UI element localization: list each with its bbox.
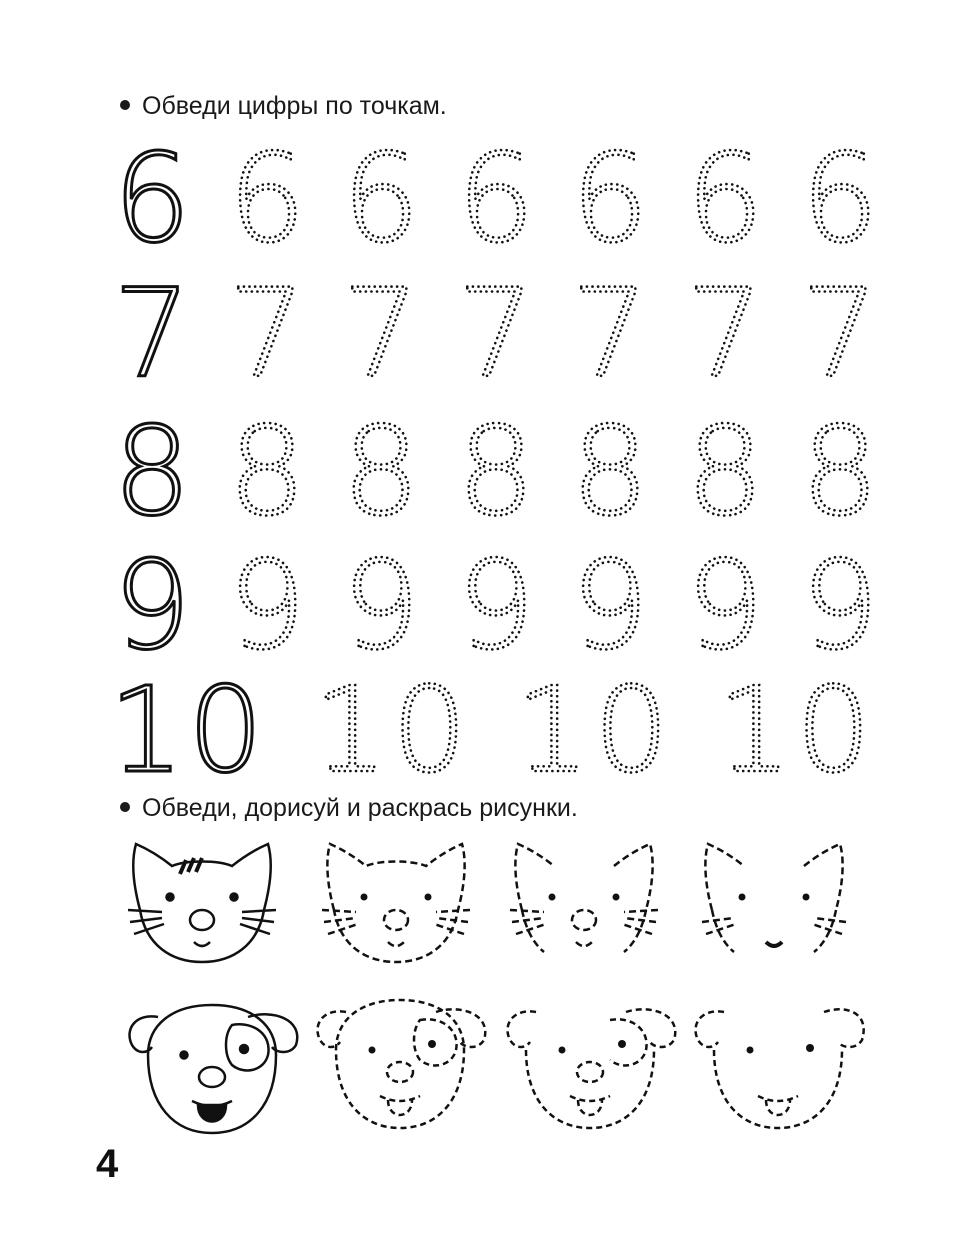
digit-traced-7: 7 — [571, 263, 649, 405]
cat-faces-row — [0, 835, 974, 975]
instruction-text: Обведи, дорисуй и раскрась рисунки. — [142, 794, 578, 822]
digit-traced-9: 9 — [686, 535, 764, 677]
digit-traced-8: 8 — [801, 401, 879, 543]
digit-traced-7: 7 — [801, 263, 879, 405]
dog-face-outline-icon — [696, 1009, 864, 1128]
cat-face-outline-icon — [702, 844, 846, 952]
digit-traced-7: 7 — [686, 263, 764, 405]
digit-sample-7: 7 — [113, 263, 191, 405]
dog-face-icon — [130, 1005, 298, 1133]
digit-traced-6: 6 — [228, 128, 306, 270]
digit-traced-7: 7 — [457, 263, 535, 405]
page-number: 4 — [96, 1142, 119, 1186]
digit-traced-6: 6 — [457, 128, 535, 270]
digit-traced-9: 9 — [342, 535, 420, 677]
digit-traced-10: 10 — [716, 661, 876, 790]
digit-traced-8: 8 — [228, 401, 306, 543]
digit-sample-8: 8 — [113, 401, 191, 543]
digit-traced-8: 8 — [571, 401, 649, 543]
digit-traced-8: 8 — [686, 401, 764, 543]
digit-traced-10: 10 — [514, 661, 674, 790]
digit-sample-10: 10 — [108, 661, 268, 790]
digit-traced-10: 10 — [312, 661, 472, 790]
digit-traced-9: 9 — [228, 535, 306, 677]
digit-traced-7: 7 — [342, 263, 420, 405]
digit-sample-9: 9 — [113, 535, 191, 677]
bullet-icon — [120, 802, 130, 812]
cat-face-icon — [128, 844, 276, 962]
digit-traced-6: 6 — [801, 128, 879, 270]
dog-faces-row — [0, 990, 974, 1150]
instruction-text: Обведи цифры по точкам. — [142, 92, 447, 120]
digit-traced-6: 6 — [342, 128, 420, 270]
digit-traced-9: 9 — [571, 535, 649, 677]
digit-traced-8: 8 — [342, 401, 420, 543]
digit-traced-6: 6 — [686, 128, 764, 270]
instruction-trace-pictures — [120, 794, 578, 823]
cat-face-partial-icon — [510, 844, 658, 952]
digit-traced-9: 9 — [457, 535, 535, 677]
digit-traced-7: 7 — [228, 263, 306, 405]
digit-traced-8: 8 — [457, 401, 535, 543]
dog-face-partial-icon — [508, 1009, 676, 1128]
digit-sample-6: 6 — [113, 128, 191, 270]
digit-traced-6: 6 — [571, 128, 649, 270]
dog-face-dashed-icon — [318, 1000, 486, 1128]
digit-traced-9: 9 — [801, 535, 879, 677]
cat-face-dashed-icon — [322, 844, 470, 962]
